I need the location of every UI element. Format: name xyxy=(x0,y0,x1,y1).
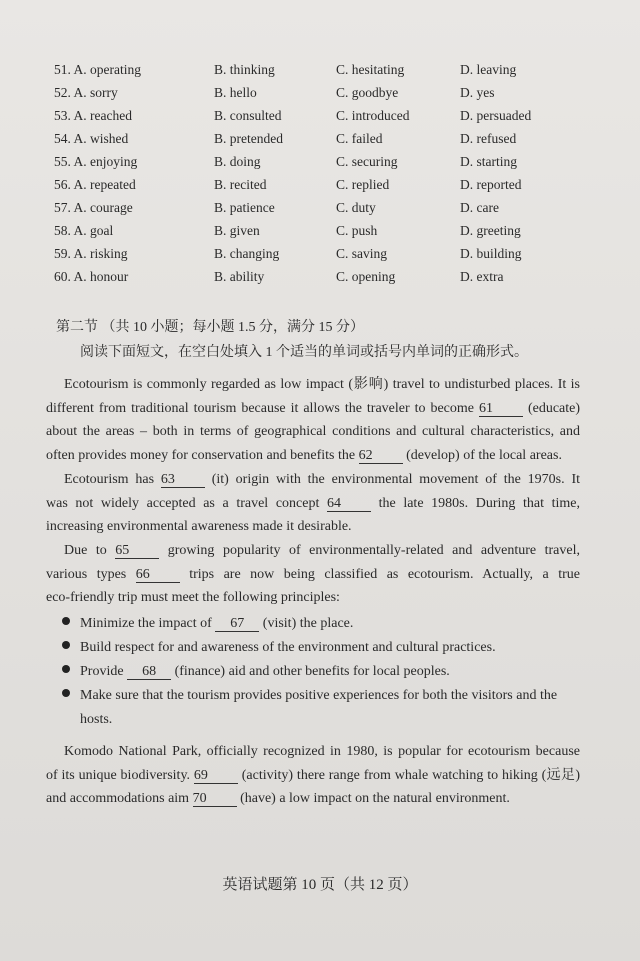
option-c: C. introduced xyxy=(336,108,410,123)
bullet-icon xyxy=(62,689,70,697)
option-row xyxy=(0,154,640,177)
option-d: D. persuaded xyxy=(460,108,532,123)
option-row xyxy=(0,62,640,85)
option-c: C. duty xyxy=(336,200,376,215)
text: eco-friendly trip must meet the following principles: xyxy=(46,590,340,605)
option-b: B. consulted xyxy=(214,108,282,123)
option-a: 55. A. enjoying xyxy=(54,154,138,169)
text-line xyxy=(46,764,580,788)
text: increasing environmental awareness made it desirable. xyxy=(46,519,352,534)
option-c: C. goodbye xyxy=(336,85,399,100)
text-line xyxy=(46,787,580,811)
paragraph-4 xyxy=(46,740,580,811)
text-line xyxy=(46,515,580,539)
blank-67[interactable]: 67 xyxy=(215,616,259,632)
option-a: 52. A. sorry xyxy=(54,85,118,100)
text: the late 1980s. During that time, xyxy=(378,495,581,511)
text: (activity) there range from whale watching to hiking (远足) xyxy=(241,767,581,783)
text: Make sure that the tourism provides positive experiences for both the visitors and the xyxy=(80,688,558,703)
principle-item-continued: hosts. xyxy=(80,712,113,727)
option-b: B. hello xyxy=(214,85,257,100)
blank-64[interactable]: 64 xyxy=(327,496,371,512)
text-line xyxy=(46,420,580,444)
text-line xyxy=(46,468,580,492)
blank-68[interactable]: 68 xyxy=(127,664,171,680)
blank-70[interactable]: 70 xyxy=(193,791,237,807)
page-footer: 英语试题第 10 页（共 12 页） xyxy=(222,877,418,893)
option-d: D. refused xyxy=(460,131,517,146)
text: different from traditional tourism because it allows the traveler to become xyxy=(46,400,474,416)
option-b: B. given xyxy=(214,223,260,238)
blank-69[interactable]: 69 xyxy=(194,768,238,784)
paragraph-3 xyxy=(46,539,580,610)
option-a: 57. A. courage xyxy=(54,200,133,215)
option-a: 54. A. wished xyxy=(54,131,129,146)
text: and accommodations aim xyxy=(46,791,190,806)
text: various types xyxy=(46,566,127,582)
text-line xyxy=(46,740,580,764)
text: Ecotourism is commonly regarded as low impact (影响) travel to undisturbed places. It is xyxy=(64,377,580,392)
text: about the areas – both in terms of geographical conditions and cultural characteristics, and xyxy=(46,424,580,439)
text: Build respect for and awareness of the environment and cultural practices. xyxy=(80,640,496,655)
option-b: B. ability xyxy=(214,269,265,284)
text: Ecotourism has xyxy=(64,472,155,487)
option-b: B. pretended xyxy=(214,131,283,146)
blank-63[interactable]: 63 xyxy=(161,472,205,488)
option-d: D. reported xyxy=(460,177,522,192)
option-row xyxy=(0,246,640,269)
blank-62[interactable]: 62 xyxy=(359,448,403,464)
text-line xyxy=(46,539,580,563)
option-a: 60. A. honour xyxy=(54,269,129,284)
option-row xyxy=(0,177,640,200)
text: of its unique biodiversity. xyxy=(46,767,191,783)
text-line xyxy=(46,373,580,397)
option-b: B. recited xyxy=(214,177,267,192)
option-b: B. thinking xyxy=(214,62,275,77)
principle-item xyxy=(62,684,580,708)
principle-item xyxy=(62,660,580,684)
principle-item xyxy=(62,612,580,636)
text: (develop) of the local areas. xyxy=(406,447,562,463)
option-row xyxy=(0,223,640,246)
option-row xyxy=(0,269,640,292)
option-row xyxy=(0,85,640,108)
text: Komodo National Park, officially recognized in 1980, is popular for ecotourism because xyxy=(64,744,580,759)
blank-61[interactable]: 61 xyxy=(479,401,523,417)
text: (it) origin with the environmental movement of the 1970s. It xyxy=(211,472,581,487)
option-a: 53. A. reached xyxy=(54,108,132,123)
option-c: C. push xyxy=(336,223,378,238)
text-line xyxy=(46,563,580,587)
option-d: D. yes xyxy=(460,85,495,100)
text: (visit) the place. xyxy=(262,616,354,631)
paragraph-2 xyxy=(46,468,580,539)
text-line xyxy=(46,586,580,610)
text: Due to xyxy=(64,543,107,558)
blank-66[interactable]: 66 xyxy=(136,567,180,583)
bullet-icon xyxy=(62,641,70,649)
option-d: D. greeting xyxy=(460,223,521,238)
bullet-icon xyxy=(62,665,70,673)
option-d: D. building xyxy=(460,246,522,261)
option-b: B. patience xyxy=(214,200,275,215)
option-d: D. leaving xyxy=(460,62,517,77)
text: growing popularity of environmentally-related and adventure travel, xyxy=(167,543,580,558)
section-instruction: 阅读下面短文，在空白处填入 1 个适当的单词或括号内单词的正确形式。 xyxy=(80,345,528,360)
option-row xyxy=(0,131,640,154)
text: (educate) xyxy=(527,400,581,416)
text: Minimize the impact of xyxy=(80,616,212,631)
text: often provides money for conservation and benefits the xyxy=(46,447,356,463)
option-a: 51. A. operating xyxy=(54,62,141,77)
text: Provide xyxy=(80,664,124,679)
principle-item xyxy=(62,636,580,660)
option-c: C. securing xyxy=(336,154,398,169)
option-c: C. hesitating xyxy=(336,62,405,77)
text: (have) a low impact on the natural environment. xyxy=(240,791,510,806)
option-d: D. starting xyxy=(460,154,517,169)
text-line xyxy=(46,492,580,516)
section-title: 第二节 （共 10 小题；每小题 1.5 分，满分 15 分） xyxy=(56,320,364,335)
option-a: 56. A. repeated xyxy=(54,177,136,192)
text: (finance) aid and other benefits for local peoples. xyxy=(174,664,450,679)
text: trips are now being classified as ecotourism. Actually, a true xyxy=(189,566,581,582)
option-d: D. care xyxy=(460,200,499,215)
option-a: 58. A. goal xyxy=(54,223,114,238)
bullet-icon xyxy=(62,617,70,625)
blank-65[interactable]: 65 xyxy=(115,543,159,559)
option-c: C. failed xyxy=(336,131,383,146)
text: was not widely accepted as a travel concept xyxy=(46,495,320,511)
option-row xyxy=(0,200,640,223)
text-line xyxy=(46,397,580,421)
option-b: B. changing xyxy=(214,246,280,261)
option-c: C. replied xyxy=(336,177,390,192)
option-a: 59. A. risking xyxy=(54,246,128,261)
option-b: B. doing xyxy=(214,154,261,169)
paragraph-1 xyxy=(46,373,580,467)
option-row xyxy=(0,108,640,131)
option-c: C. opening xyxy=(336,269,396,284)
text-line xyxy=(46,444,580,468)
option-c: C. saving xyxy=(336,246,388,261)
option-d: D. extra xyxy=(460,269,504,284)
